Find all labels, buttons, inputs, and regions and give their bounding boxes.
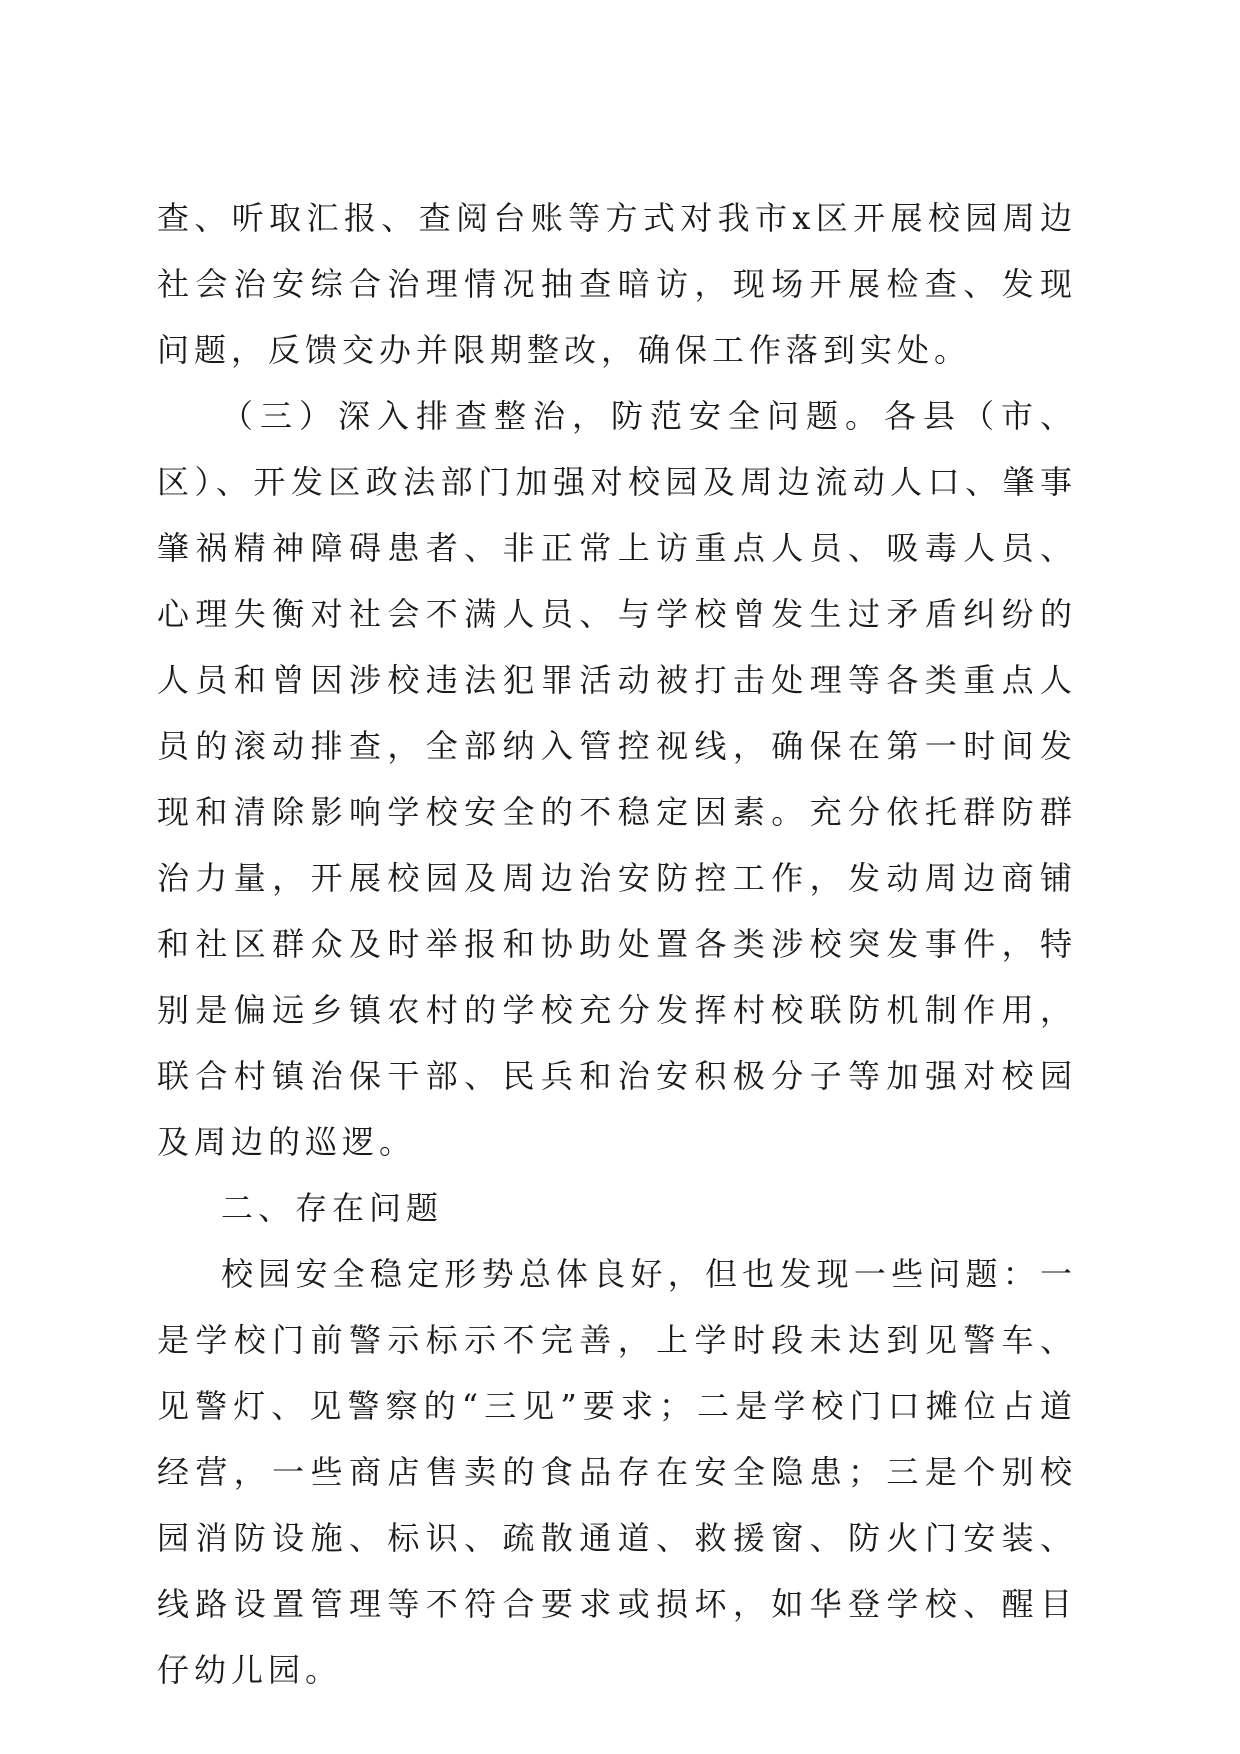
paragraph-problems: 校园安全稳定形势总体良好，但也发现一些问题：一是学校门前警示标示不完善，上学时段未达到见警车、见警灯、见警察的“三见”要求；二是学校门口摊位占道经营，一些商店售卖的食品存在安全隐患；三是个别校园消防设施、标识、疏散通道、救援窗、防火门安装、线路设置管理等不符合要求或损坏，如华登学校、醒目仔幼儿园。 — [157, 1255, 1077, 1689]
paragraph-section-three: （三）深入排查整治，防范安全问题。各县（市、区）、开发区政法部门加强对校园及周边流动人口、肇事肇祸精神障碍患者、非正常上访重点人员、吸毒人员、心理失衡对社会不满人员、与学校曾发生过矛盾纠纷的人员和曾因涉校违法犯罪活动被打击处理等各类重点人员的滚动排查，全部纳入管控视线，确保在第一时间发现和清除影响学校安全的不稳定因素。充分依托群防群治力量，开展校园及周边治安防控工作，发动周边商铺和社区群众及时举报和协助处置各类涉校突发事件，特别是偏远乡镇农村的学校充分发挥村校联防机制作用，联合村镇治保干部、民兵和治安积极分子等加强对校园及周边的巡逻。 — [157, 397, 1077, 1161]
paragraph-continuation: 查、听取汇报、查阅台账等方式对我市x区开展校园周边社会治安综合治理情况抽查暗访，现场开展检查、发现问题，反馈交办并限期整改，确保工作落到实处。 — [157, 199, 1077, 369]
section-heading-problems: 二、存在问题 — [221, 1189, 444, 1227]
document-body — [157, 185, 1077, 1703]
